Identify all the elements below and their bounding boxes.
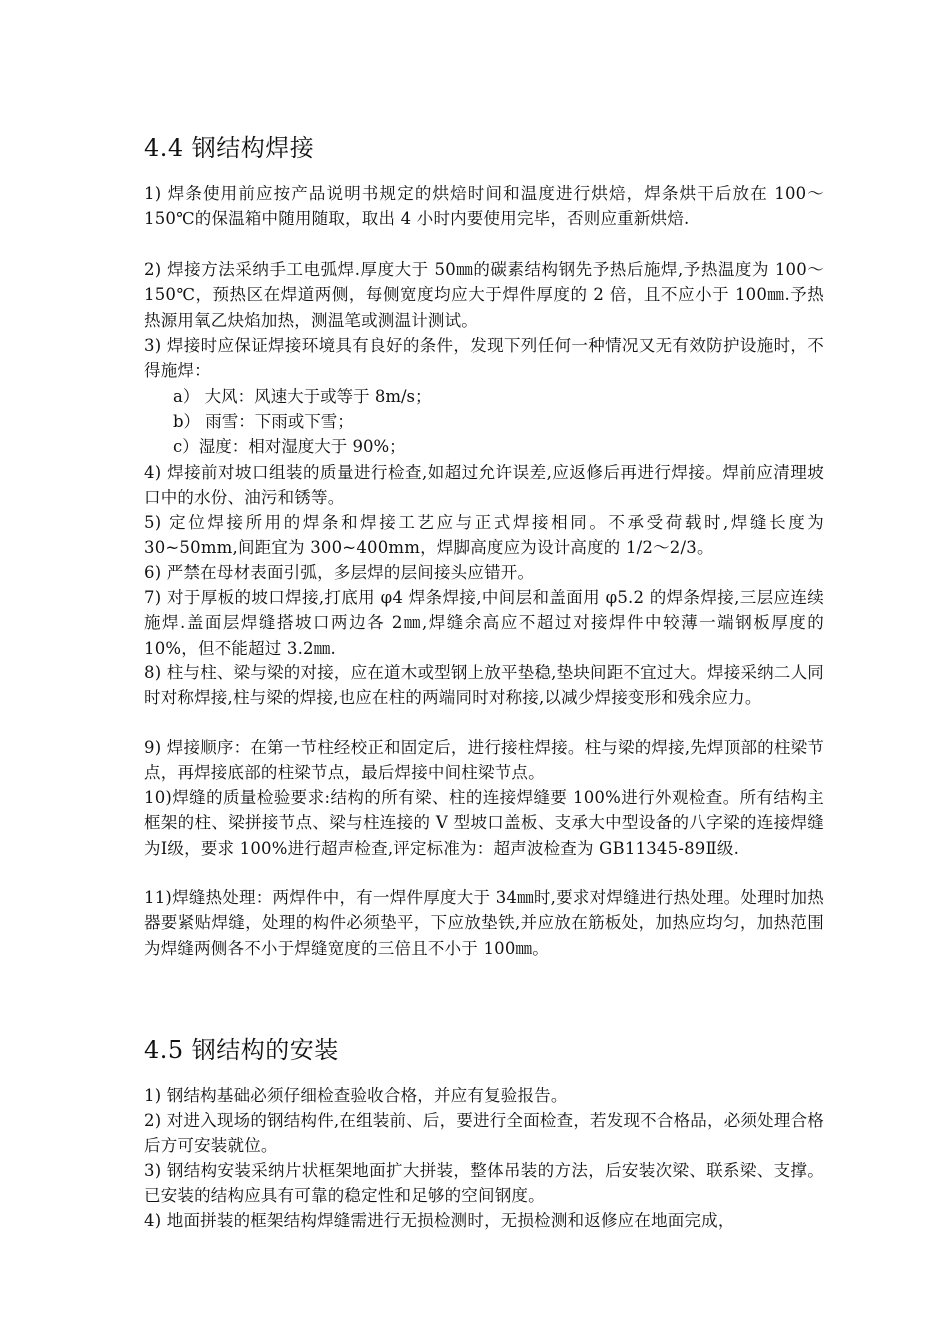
weld-item-5: 5) 定位焊接所用的焊条和焊接工艺应与正式焊接相同。不承受荷载时,焊缝长度为 30~50mm,间距宜为 300~400mm，焊脚高度应为设计高度的 1/2～2/3。 (144, 513, 824, 558)
weld-condition-b: b） 雨雪：下雨或下雪； (173, 412, 354, 431)
install-item-2: 2) 对进入现场的钢结构件,在组装前、后，要进行全面检查，若发现不合格品，必须处理合格后方可安装就位。 (144, 1111, 824, 1156)
weld-item-3: 3) 焊接时应保证焊接环境具有良好的条件，发现下列任何一种情况又无有效防护设施时，不得施焊： (144, 336, 824, 381)
weld-item-1: 1) 焊条使用前应按产品说明书规定的烘焙时间和温度进行烘焙，焊条烘干后放在 100～150℃的保温箱中随用随取，取出 4 小时内要使用完毕，否则应重新烘焙. (144, 184, 824, 229)
weld-item-6: 6) 严禁在母材表面引弧，多层焊的层间接头应错开。 (144, 563, 535, 582)
weld-condition-c: c）湿度：相对湿度大于 90%； (173, 437, 406, 456)
weld-item-11: 11)焊缝热处理：两焊件中，有一焊件厚度大于 34㎜时,要求对焊缝进行热处理。处理时加热器要紧贴焊缝，处理的构件必须垫平，下应放垫铁,并应放在筋板处，加热应均匀，加热范围为焊缝两侧各不小于焊缝宽度的三倍且不小于 100㎜。 (144, 888, 824, 958)
install-item-1: 1) 钢结构基础必须仔细检查验收合格，并应有复验报告。 (144, 1086, 568, 1105)
weld-item-8: 8) 柱与柱、梁与梁的对接，应在道木或型钢上放平垫稳,垫块间距不宜过大。焊接采纳二人同时对称焊接,柱与梁的焊接,也应在柱的两端同时对称接,以减少焊接变形和残余应力。 (144, 663, 824, 708)
section-heading-4-4: 4.4 钢结构焊接 (144, 134, 315, 162)
weld-condition-a: a） 大风：风速大于或等于 8m/s； (173, 387, 432, 406)
weld-item-4: 4) 焊接前对坡口组装的质量进行检查,如超过允许误差,应返修后再进行焊接。焊前应清理坡口中的水份、油污和锈等。 (144, 463, 824, 508)
weld-item-9: 9) 焊接顺序：在第一节柱经校正和固定后，进行接柱焊接。柱与梁的焊接,先焊顶部的柱梁节点，再焊接底部的柱梁节点，最后焊接中间柱梁节点。 (144, 738, 824, 783)
install-item-3: 3) 钢结构安装采纳片状框架地面扩大拼装，整体吊装的方法，后安装次梁、联系梁、支撑。已安装的结构应具有可靠的稳定性和足够的空间钢度。 (144, 1161, 824, 1206)
install-item-4: 4) 地面拼装的框架结构焊缝需进行无损检测时，无损检测和返修应在地面完成， (144, 1211, 735, 1230)
weld-item-10: 10)焊缝的质量检验要求:结构的所有梁、柱的连接焊缝要 100%进行外观检查。所有结构主框架的柱、梁拼接节点、梁与柱连接的 V 型坡口盖板、支承大中型设备的八字梁的连接焊缝为Ⅰ级，要求 100%进行超声检查,评定标准为：超声波检查为 GB11345-89Ⅱ级. (144, 788, 824, 858)
section-heading-4-5: 4.5 钢结构的安装 (144, 1036, 339, 1064)
weld-item-7: 7) 对于厚板的坡口焊接,打底用 φ4 焊条焊接,中间层和盖面用 φ5.2 的焊条焊接,三层应连续施焊.盖面层焊缝搭坡口两边各 2㎜,焊缝余高应不超过对接焊件中较薄一端钢板厚度的 10%，但不能超过 3.2㎜. (144, 588, 824, 658)
weld-item-2: 2) 焊接方法采纳手工电弧焊.厚度大于 50㎜的碳素结构钢先予热后施焊,予热温度为 100～150℃，预热区在焊道两侧，每侧宽度均应大于焊件厚度的 2 倍，且不应小于 100㎜.予热热源用氧乙炔焰加热，测温笔或测温计测试。 (144, 260, 824, 330)
